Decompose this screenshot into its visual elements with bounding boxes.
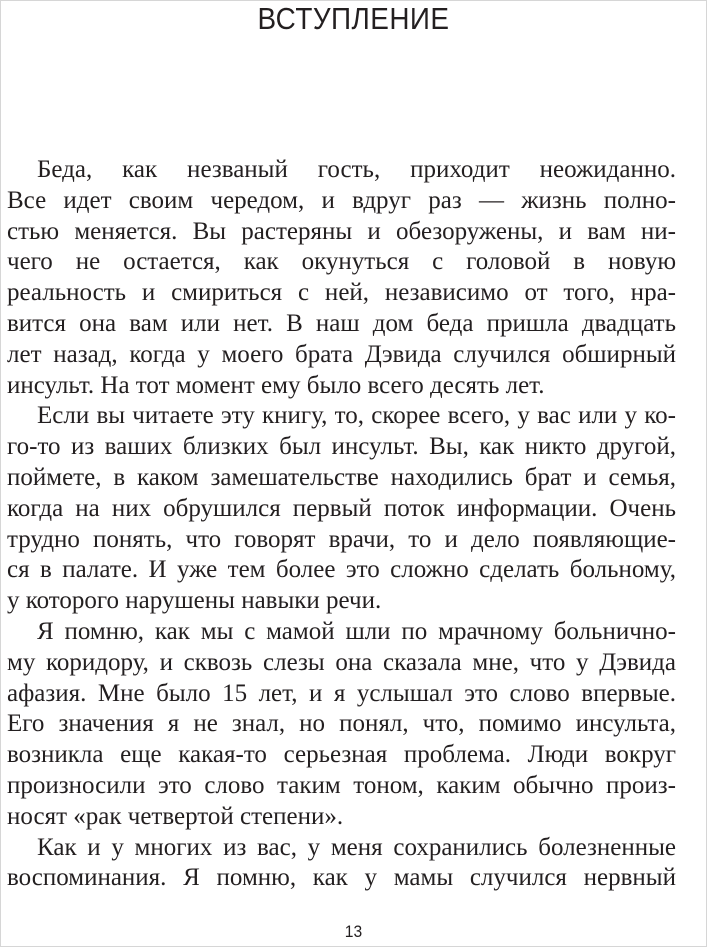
text-line: вится она вам или нет. В наш дом беда пришла двадцать [7,309,676,337]
text-line: реальность и смириться с ней, независимо от того, нра- [7,279,676,307]
paragraph [7,833,676,895]
text-line: возникла еще какая-то серьезная проблема. Люди вокруг [7,741,676,769]
text-line: инсульт. На тот момент ему было всего десять лет. [7,371,545,399]
text-line: Беда, как незваный гость, приходит неожиданно. [37,156,676,183]
body-text [7,155,676,894]
text-line: трудно понять, что говорят врачи, то и дело появляющие- [7,525,676,553]
text-line: воспоминания. Я помню, как у мамы случился нервный [7,864,676,892]
page-number: 13 [344,922,363,941]
text-line: Его значения я не знал, но понял, что, помимо инсульта, [7,710,676,738]
paragraph [7,155,676,401]
text-line: носят «рак четвертой степени». [7,802,344,830]
text-line: Как и у многих из вас, у меня сохранились болезненные [37,833,676,861]
text-line: чего не остается, как окунуться с головой в новую [7,248,676,276]
text-line: когда на них обрушился первый поток информации. Очень [7,494,676,522]
text-line: поймете, в каком замешательстве находились брат и семья, [7,463,676,491]
text-line: ся в палате. И уже тем более это сложно сделать больному, [7,556,676,584]
paragraph [7,401,676,617]
text-line: у которого нарушены навыки речи. [7,587,382,615]
text-line: му коридору, и сквозь слезы она сказала мне, что у Дэвида [7,648,676,676]
text-line: Все идет своим чередом, и вдруг раз — жизнь полно- [7,186,676,214]
text-line: го-то из ваших близких был инсульт. Вы, как никто другой, [7,433,676,461]
paragraph [7,617,676,833]
text-line: лет назад, когда у моего брата Дэвида случился обширный [7,340,676,368]
text-line: стью меняется. Вы растеряны и обезоружены, и вам ни- [7,217,676,245]
text-line: произносили это слово таким тоном, каким обычно произ- [7,771,676,799]
text-line: афазия. Мне было 15 лет, и я услышал это слово впервые. [7,679,676,707]
text-line: Если вы читаете эту книгу, то, скорее всего, у вас или у ко- [37,402,676,430]
text-line: Я помню, как мы с мамой шли по мрачному больнично- [37,617,676,645]
chapter-title: ВСТУПЛЕНИЕ [257,1,450,36]
